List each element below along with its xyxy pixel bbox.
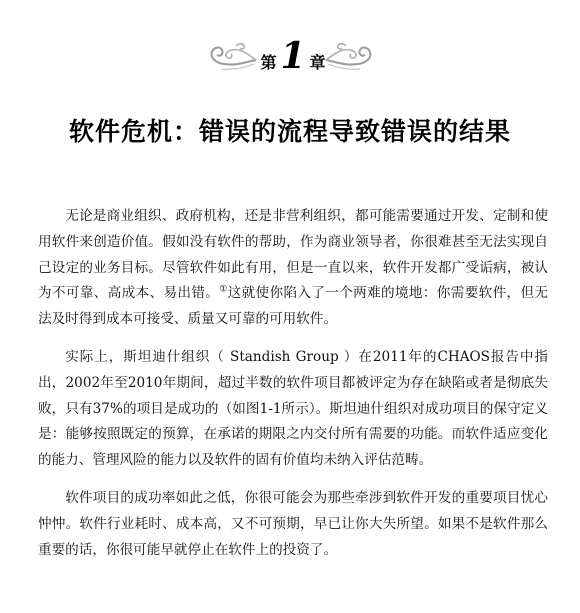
paragraph-1	[38, 204, 548, 333]
chapter-header	[0, 36, 580, 84]
paragraph-3: 软件项目的成功率如此之低，你很可能会为那些牵涉到软件开发的重要项目忧心忡忡。软件行业耗时、成本高，又不可预期，早已让你大失所望。如果不是软件那么重要的话，你很可能早就停止在软件上的投资了。	[38, 489, 548, 558]
chapter-number-label	[258, 35, 328, 82]
chapter-number: 1	[280, 35, 306, 77]
left-ornament-icon	[206, 40, 258, 74]
paragraph-1-text: 无论是商业组织、政府机构，还是非营利组织，都可能需要通过开发、定制和使用软件来创造价值。假如没有软件的帮助，作为商业领导者，你很难甚至无法实现自己设定的业务目标。尽管软件如此有用，但是一直以来，软件开发都广受诟病，被认为不可靠、高成本、易出错。	[38, 208, 548, 302]
right-ornament-icon	[324, 40, 376, 74]
paragraph-2: 实际上，斯坦迪什组织（ Standish Group ）在2011年的CHAOS报告中指出，2002年至2010年期间，超过半数的软件项目都被评定为存在缺陷或者是彻底失败，只有37%的项目是成功的（如图1-1所示）。斯坦迪什组织对成功项目的保守定义是：能够按照既定的预算，在承诺的期限之内交付所有需要的功能。而软件适应变化的能力、管理风险的能力以及软件的固有价值均未纳入评估范畴。	[38, 348, 548, 469]
paragraph-1-text-cont: 这就使你陷入了一个两难的境地：你需要软件，但无法及时得到成本可接受、质量又可靠的可用软件。	[38, 285, 548, 328]
body-text	[38, 204, 548, 575]
chapter-title: 软件危机：错误的流程导致错误的结果	[68, 117, 511, 146]
chapter-suffix: 章	[309, 53, 326, 72]
chapter-prefix: 第	[260, 53, 277, 72]
footnote-ref[interactable]: ①	[219, 284, 228, 295]
